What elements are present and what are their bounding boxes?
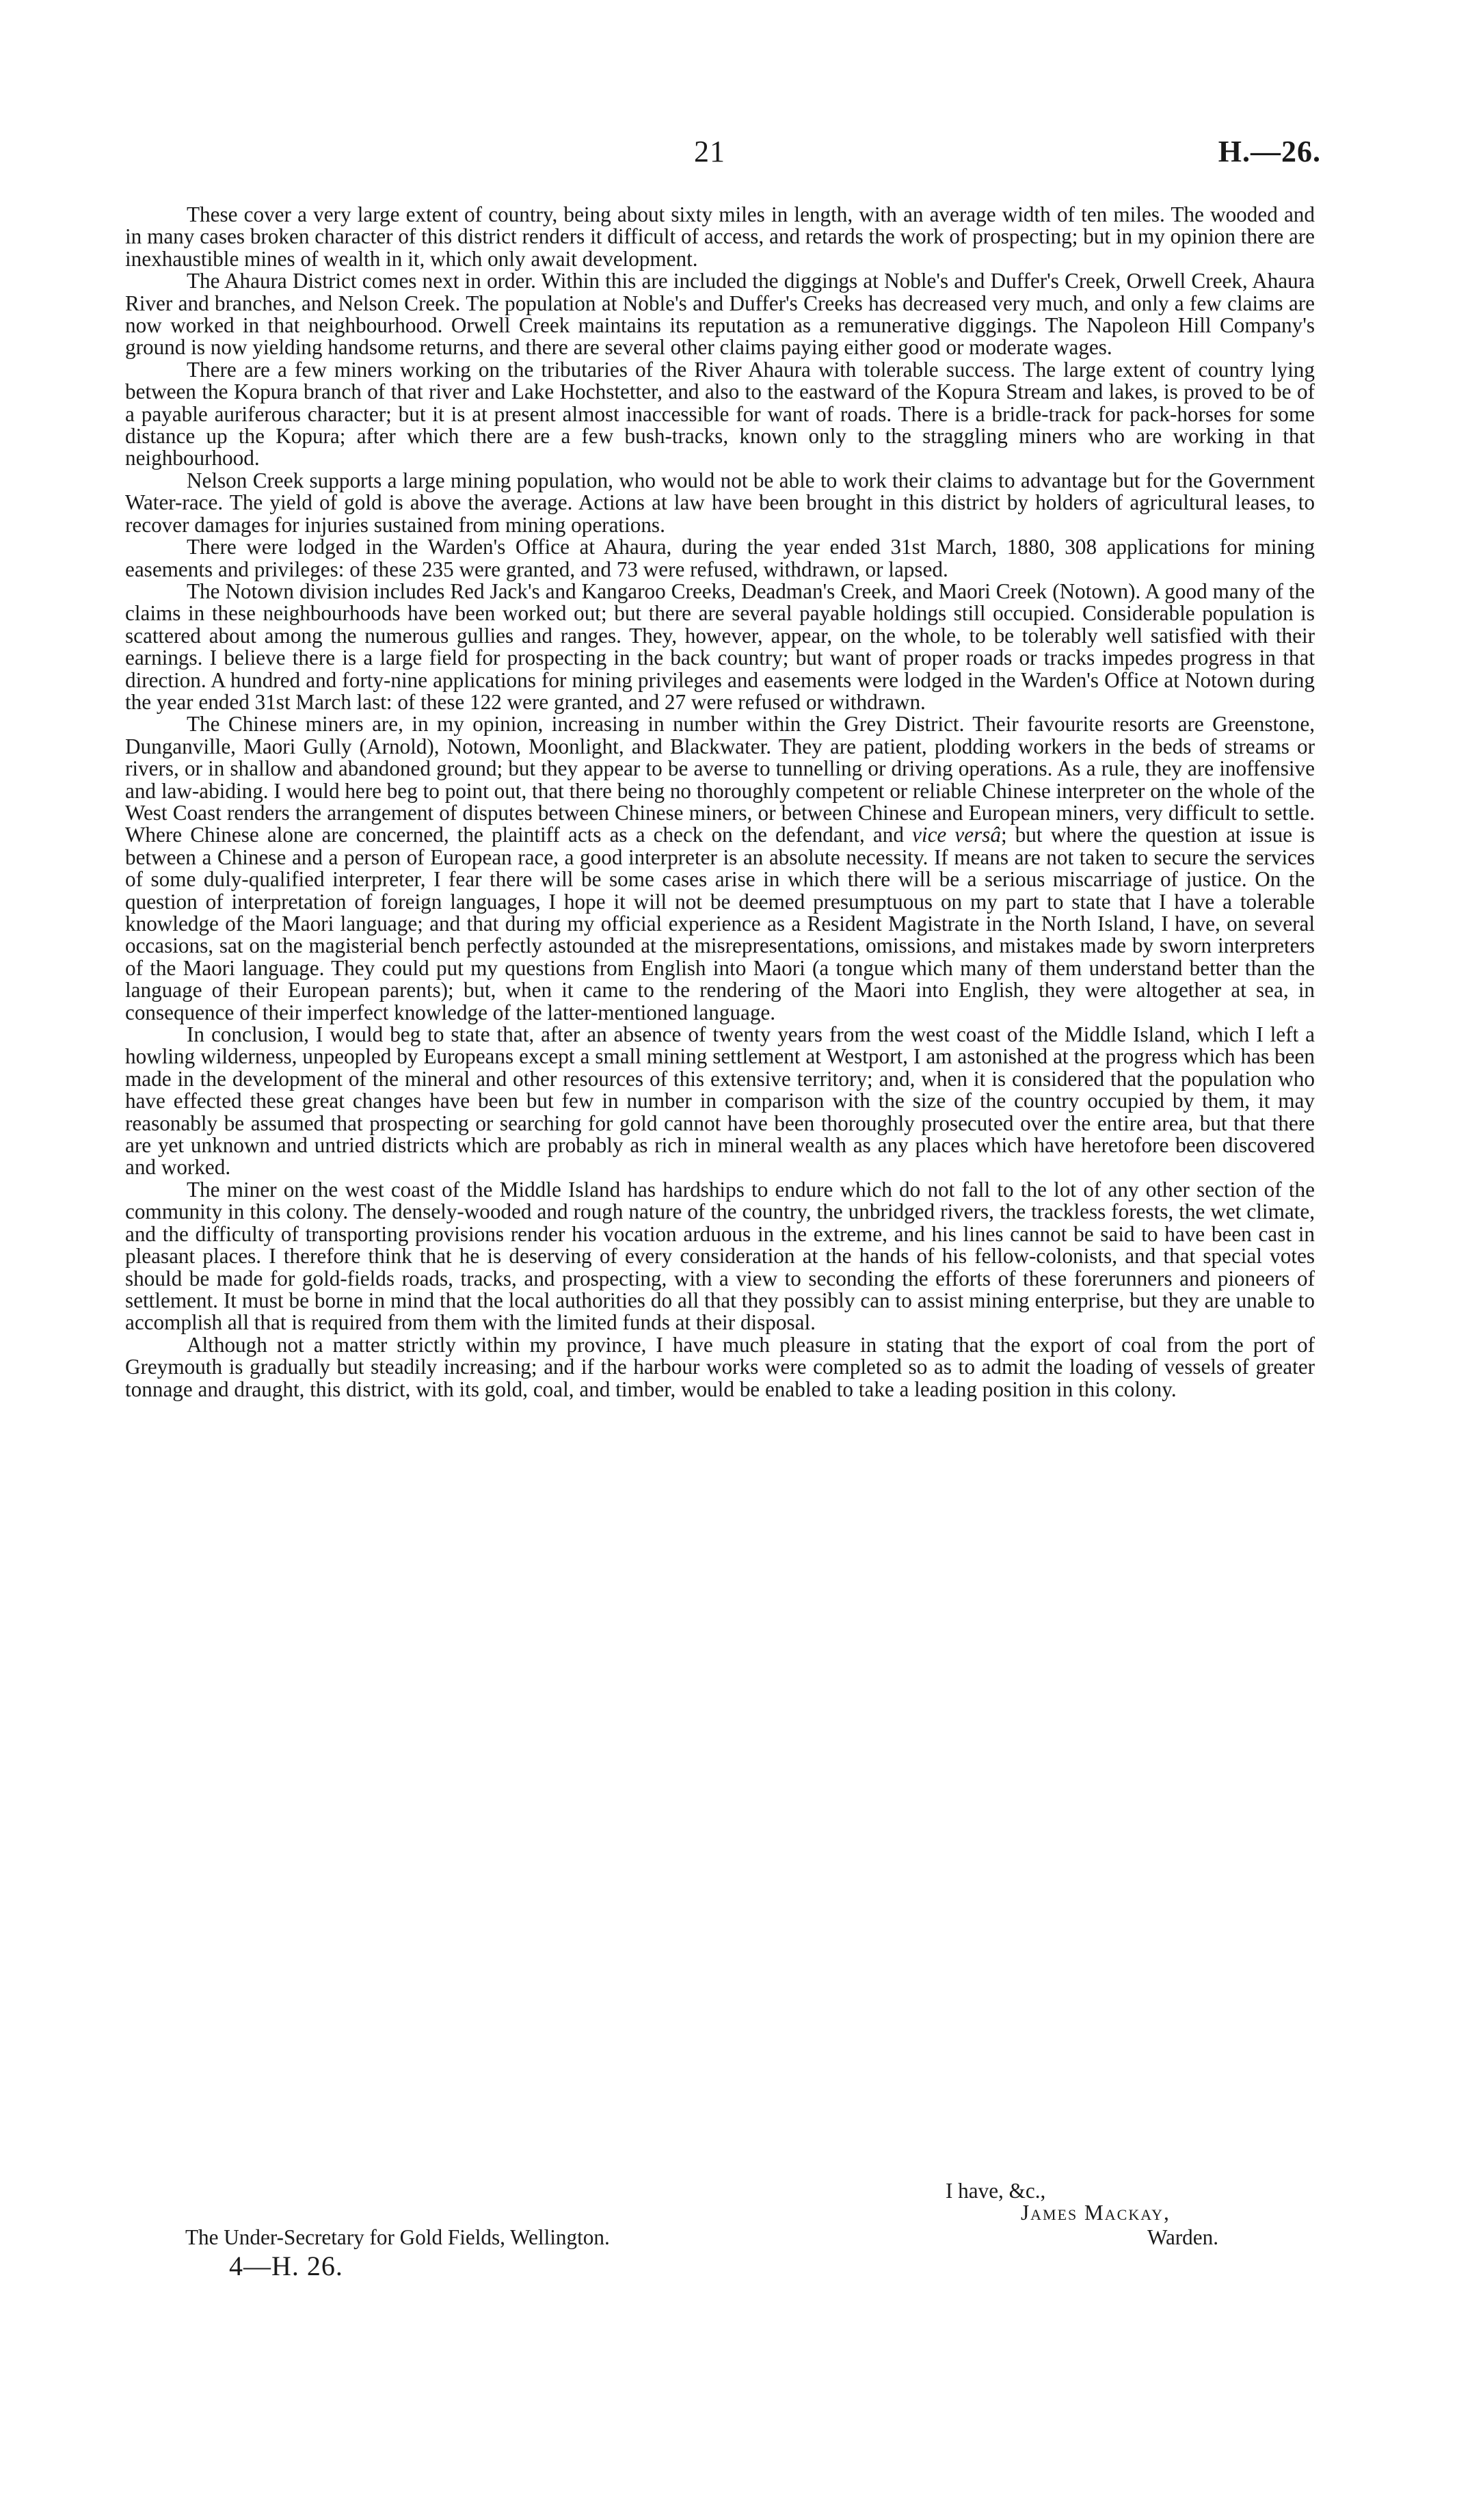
paragraph: In conclusion, I would beg to state that, after an absence of twenty years from the west coast of the Middle Island, which I left a howling wilderness, unpeopled by Europeans except a small mining settlement at Westport, I am astonished at the progress which has been made in the development of the mineral and other resources of this extensive territory; and, when it is considered that the population who have effected these great changes have been but few in number in comparison with the size of the country occupied by them, it may reasonably be assumed that prospecting or searching for gold cannot have been thoroughly prosecuted over the entire area, but that there are yet unknown and untried districts which are probably as rich in mineral wealth as any places which have heretofore been discovered and worked.: [125, 1022, 1315, 1180]
paragraph: There are a few miners working on the tributaries of the River Ahaura with tolerable success. The large extent of country lying between the Kopura branch of that river and Lake Hochstetter, and also to the eastward of the Kopura Stream and lakes, is proved to be of a payable auriferous character; but it is at present almost inaccessible for want of roads. There is a bridle-track for pack-horses for some distance up the Kopura; after which there are a few bush-tracks, known only to the straggling miners who are working in that neighbourhood.: [125, 357, 1315, 470]
document-reference: H.—26.: [1218, 135, 1321, 168]
signatory-title: Warden.: [1147, 2225, 1218, 2249]
paragraph: The Ahaura District comes next in order. Within this are included the diggings at Noble's and Duffer's Creek, Orwell Creek, Ahaura River and branches, and Nelson Creek. The population at Noble's and Duffer's Creeks has decreased very much, and only a few claims are now worked in that neighbourhood. Orwell Creek maintains its reputation as a remunerative diggings. The Napoleon Hill Company's ground is now yielding handsome returns, and there are several other claims paying either good or moderate wages.: [125, 269, 1315, 360]
paragraph: Although not a matter strictly within my province, I have much pleasure in stating that the export of coal from the port of Greymouth is gradually but steadily increasing; and if the harbour works were completed so as to admit the loading of vessels of greater tonnage and draught, this district, with its gold, coal, and timber, would be enabled to take a leading position in this colony.: [125, 1332, 1315, 1401]
valediction: I have, &c.,: [946, 2179, 1046, 2203]
paragraph: The Chinese miners are, in my opinion, increasing in number within the Grey District. Their favourite resorts are Greenstone, Dunganville, Maori Gully (Arnold), Notown, Moonlight, and Blackwater. They are patient, plodding workers in the beds of streams or rivers, or in shallow and abandoned ground; but they appear to be averse to tunnelling or driving operations. As a rule, they are inoffensive and law-abiding. I would here beg to point out, that there being no thoroughly competent or reliable Chinese interpreter on the whole of the West Coast renders the arrangement of disputes between Chinese miners, or between Chinese and European miners, very difficult to settle. Where Chinese alone are concerned, the plaintiff acts as a check on the defendant, and vice versâ; but where the question at issue is between a Chinese and a person of European race, a good interpreter is an absolute necessity. If means are not taken to secure the services of some duly-qualified interpreter, I fear there will be some cases arise in which there will be a serious miscarriage of justice. On the question of interpretation of foreign languages, I hope it will not be deemed presumptuous on my part to state that I have a tolerable knowledge of the Maori language; and that during my official experience as a Resident Magistrate in the North Island, I have, on several occasions, sat on the magisterial bench perfectly astounded at the misrepresentations, omissions, and mistakes made by sworn interpreters of the Maori language. They could put my questions from English into Maori (a tongue which many of them understand better than the language of their European parents); but, when it came to the rendering of the Maori into English, they were altogether at sea, in consequence of their imperfect knowledge of the latter-mentioned language.: [125, 712, 1315, 1024]
paragraph: The Notown division includes Red Jack's and Kangaroo Creeks, Deadman's Creek, and Maori Creek (Notown). A good many of the claims in these neighbourhoods have been worked out; but there are several payable holdings still occupied. Considerable population is scattered about among the numerous gullies and ranges. They, however, appear, on the whole, to be tolerably well satisfied with their earnings. I believe there is a large field for prospecting in the back country; but want of proper roads or tracks impedes progress in that direction. A hundred and forty-nine applications for mining privileges and easements were lodged in the Warden's Office at Notown during the year ended 31st March last: of these 122 were granted, and 27 were refused or withdrawn.: [125, 579, 1315, 714]
page-number: 21: [694, 135, 725, 168]
addressee: The Under-Secretary for Gold Fields, Wellington.: [185, 2225, 610, 2249]
paragraph: There were lodged in the Warden's Office at Ahaura, during the year ended 31st March, 1880, 308 applications for mining easements and privileges: of these 235 were granted, and 73 were refused, withdrawn, or lapsed.: [125, 535, 1315, 581]
sheet-reference: 4—H. 26.: [229, 2251, 343, 2281]
report-body: [125, 204, 1315, 1401]
signatory-name: James Mackay,: [1021, 2201, 1171, 2225]
paragraph: These cover a very large extent of country, being about sixty miles in length, with an average width of ten miles. The wooded and in many cases broken character of this district renders it difficult of access, and retards the work of prospecting; but in my opinion there are inexhaustible mines of wealth in it, which only await development.: [125, 202, 1315, 271]
paragraph: Nelson Creek supports a large mining population, who would not be able to work their claims to advantage but for the Government Water-race. The yield of gold is above the average. Actions at law have been brought in this district by holders of agricultural leases, to recover damages for injuries sustained from mining operations.: [125, 468, 1315, 537]
paragraph: The miner on the west coast of the Middle Island has hardships to endure which do not fall to the lot of any other section of the community in this colony. The densely-wooded and rough nature of the country, the unbridged rivers, the trackless forests, the wet climate, and the difficulty of transporting provisions render his vocation arduous in the extreme, and his lines cannot be said to have been cast in pleasant places. I therefore think that he is deserving of every consideration at the hands of his fellow-colonists, and that special votes should be made for gold-fields roads, tracks, and prospecting, with a view to seconding the efforts of these forerunners and pioneers of settlement. It must be borne in mind that the local authorities do all that they possibly can to assist mining enterprise, but they are unable to accomplish all that is required from them with the limited funds at their disposal.: [125, 1177, 1315, 1335]
